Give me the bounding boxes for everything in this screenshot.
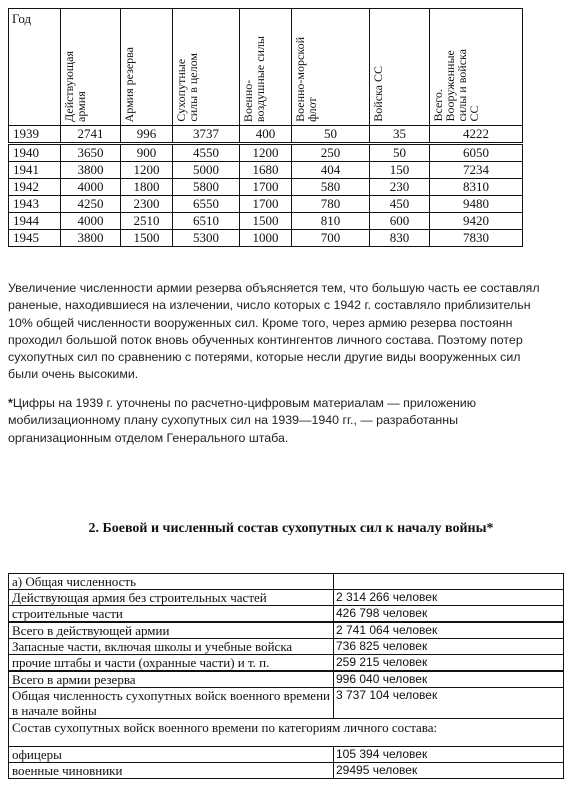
composition-row bbox=[9, 606, 564, 623]
composition-header: а) Общая численность bbox=[9, 574, 334, 590]
value-cell: 996 bbox=[121, 126, 173, 144]
explanation-paragraph bbox=[8, 280, 582, 384]
value-cell: 830 bbox=[370, 230, 430, 247]
value-cell: 450 bbox=[370, 196, 430, 213]
composition-value: 996 040 человек bbox=[334, 671, 564, 688]
value-cell: 1200 bbox=[240, 144, 292, 162]
year-cell: 1940 bbox=[9, 144, 61, 162]
composition-header-row bbox=[9, 574, 564, 590]
year-cell: 1941 bbox=[9, 162, 61, 179]
value-cell: 9480 bbox=[430, 196, 523, 213]
strength-table-row bbox=[9, 230, 523, 247]
composition-label: офицеры bbox=[9, 747, 334, 763]
value-cell: 400 bbox=[240, 126, 292, 144]
value-cell: 35 bbox=[370, 126, 430, 144]
section-heading: 2. Боевой и численный состав сухопутных сил к началу войны* bbox=[88, 521, 494, 536]
value-cell: 50 bbox=[292, 126, 370, 144]
paragraph-line: Увеличение численности армии резерва объясняется тем, что большую часть ее составлял bbox=[8, 281, 540, 295]
composition-value: 736 825 человек bbox=[334, 639, 564, 655]
footnote-line: мобилизационному плану сухопутных сил на 1939—1940 гг., — разработанны bbox=[8, 413, 458, 428]
value-cell: 5800 bbox=[173, 179, 240, 196]
year-cell: 1944 bbox=[9, 213, 61, 230]
composition-row bbox=[9, 763, 564, 779]
composition-value: 259 215 человек bbox=[334, 655, 564, 672]
composition-row bbox=[9, 688, 564, 719]
strength-table-row bbox=[9, 213, 523, 230]
value-cell: 230 bbox=[370, 179, 430, 196]
strength-table-row bbox=[9, 196, 523, 213]
value-cell: 6050 bbox=[430, 144, 523, 162]
value-cell: 404 bbox=[292, 162, 370, 179]
value-cell: 50 bbox=[370, 144, 430, 162]
paragraph-line: проходил большой поток вновь обученных контингентов личного состава. Поэтому потер bbox=[8, 332, 523, 347]
composition-value: 3 737 104 человек bbox=[334, 688, 564, 719]
composition-label: Действующая армия без строительных частей bbox=[9, 590, 334, 606]
composition-header-empty bbox=[334, 574, 564, 590]
footnote-line: организационным отделом Генерального штаба. bbox=[8, 430, 289, 445]
composition-label: военные чиновники bbox=[9, 763, 334, 779]
strength-table-row bbox=[9, 144, 523, 162]
value-cell: 3800 bbox=[61, 162, 121, 179]
header-ground-forces: Сухопутные силы в целом bbox=[173, 9, 240, 126]
value-cell: 4550 bbox=[173, 144, 240, 162]
paragraph-line: 10% общей численности вооруженных сил. Кроме того, через армию резерва постоянн bbox=[8, 315, 513, 330]
category-header-row bbox=[9, 719, 564, 747]
footnote-line: *Цифры на 1939 г. уточнены по расчетно-цифровым материалам — приложению bbox=[8, 396, 477, 410]
strength-table-row bbox=[9, 179, 523, 196]
value-cell: 4000 bbox=[61, 213, 121, 230]
year-cell: 1943 bbox=[9, 196, 61, 213]
value-cell: 1500 bbox=[121, 230, 173, 247]
composition-label: Запасные части, включая школы и учебные войска bbox=[9, 639, 334, 655]
value-cell: 3650 bbox=[61, 144, 121, 162]
value-cell: 1680 bbox=[240, 162, 292, 179]
value-cell: 150 bbox=[370, 162, 430, 179]
composition-row bbox=[9, 590, 564, 606]
value-cell: 4250 bbox=[61, 196, 121, 213]
value-cell: 1700 bbox=[240, 179, 292, 196]
footnote bbox=[8, 395, 582, 447]
value-cell: 1200 bbox=[121, 162, 173, 179]
year-cell: 1939 bbox=[9, 126, 61, 144]
composition-label: Всего в армии резерва bbox=[9, 671, 334, 688]
composition-row bbox=[9, 622, 564, 639]
strength-table-header bbox=[9, 9, 523, 126]
value-cell: 780 bbox=[292, 196, 370, 213]
header-navy: Военно-морской флот bbox=[292, 9, 370, 126]
composition-value: 29495 человек bbox=[334, 763, 564, 779]
value-cell: 4000 bbox=[61, 179, 121, 196]
value-cell: 4222 bbox=[430, 126, 523, 144]
header-total: Всего. Вооруженные силы и войска СС bbox=[430, 9, 523, 126]
footnote-marker: * bbox=[8, 396, 13, 410]
value-cell: 700 bbox=[292, 230, 370, 247]
composition-label: Всего в действующей армии bbox=[9, 622, 334, 639]
year-cell: 1942 bbox=[9, 179, 61, 196]
header-reserve-army: Армия резерва bbox=[121, 9, 173, 126]
value-cell: 1800 bbox=[121, 179, 173, 196]
value-cell: 8310 bbox=[430, 179, 523, 196]
value-cell: 1700 bbox=[240, 196, 292, 213]
composition-value: 426 798 человек bbox=[334, 606, 564, 623]
value-cell: 6550 bbox=[173, 196, 240, 213]
category-header: Состав сухопутных войск военного времени по категориям личного состава: bbox=[9, 719, 564, 747]
composition-label: Общая численность сухопутных войск военного времени в начале войны bbox=[9, 688, 334, 719]
value-cell: 7234 bbox=[430, 162, 523, 179]
value-cell: 5300 bbox=[173, 230, 240, 247]
value-cell: 600 bbox=[370, 213, 430, 230]
strength-table-row bbox=[9, 126, 523, 144]
paragraph-line: были очень высокими. bbox=[8, 367, 139, 382]
value-cell: 7830 bbox=[430, 230, 523, 247]
value-cell: 1500 bbox=[240, 213, 292, 230]
composition-value: 2 314 266 человек bbox=[334, 590, 564, 606]
value-cell: 2741 bbox=[61, 126, 121, 144]
value-cell: 900 bbox=[121, 144, 173, 162]
value-cell: 9420 bbox=[430, 213, 523, 230]
header-ss: Войска СС bbox=[370, 9, 430, 126]
value-cell: 250 bbox=[292, 144, 370, 162]
composition-table bbox=[8, 573, 564, 779]
value-cell: 5000 bbox=[173, 162, 240, 179]
header-air-force: Военно- воздушные силы bbox=[240, 9, 292, 126]
paragraph-line: раненые, находившиеся на излечении, число которых с 1942 г. составляло приблизительн bbox=[8, 298, 531, 313]
strength-table bbox=[8, 8, 523, 247]
value-cell: 1000 bbox=[240, 230, 292, 247]
value-cell: 2510 bbox=[121, 213, 173, 230]
value-cell: 580 bbox=[292, 179, 370, 196]
composition-row bbox=[9, 671, 564, 688]
paragraph-line: сухопутных сил по сравнению с потерями, которые несли другие виды вооруженных сил bbox=[8, 350, 521, 365]
value-cell: 3737 bbox=[173, 126, 240, 144]
composition-label: прочие штабы и части (охранные части) и т. п. bbox=[9, 655, 334, 672]
value-cell: 2300 bbox=[121, 196, 173, 213]
header-year: Год bbox=[9, 9, 61, 126]
composition-row bbox=[9, 655, 564, 672]
value-cell: 6510 bbox=[173, 213, 240, 230]
value-cell: 810 bbox=[292, 213, 370, 230]
composition-value: 2 741 064 человек bbox=[334, 622, 564, 639]
header-active-army: Действующая армия bbox=[61, 9, 121, 126]
composition-row bbox=[9, 639, 564, 655]
strength-table-row bbox=[9, 162, 523, 179]
year-cell: 1945 bbox=[9, 230, 61, 247]
value-cell: 3800 bbox=[61, 230, 121, 247]
composition-label: строительные части bbox=[9, 606, 334, 623]
composition-row bbox=[9, 747, 564, 763]
composition-value: 105 394 человек bbox=[334, 747, 564, 763]
